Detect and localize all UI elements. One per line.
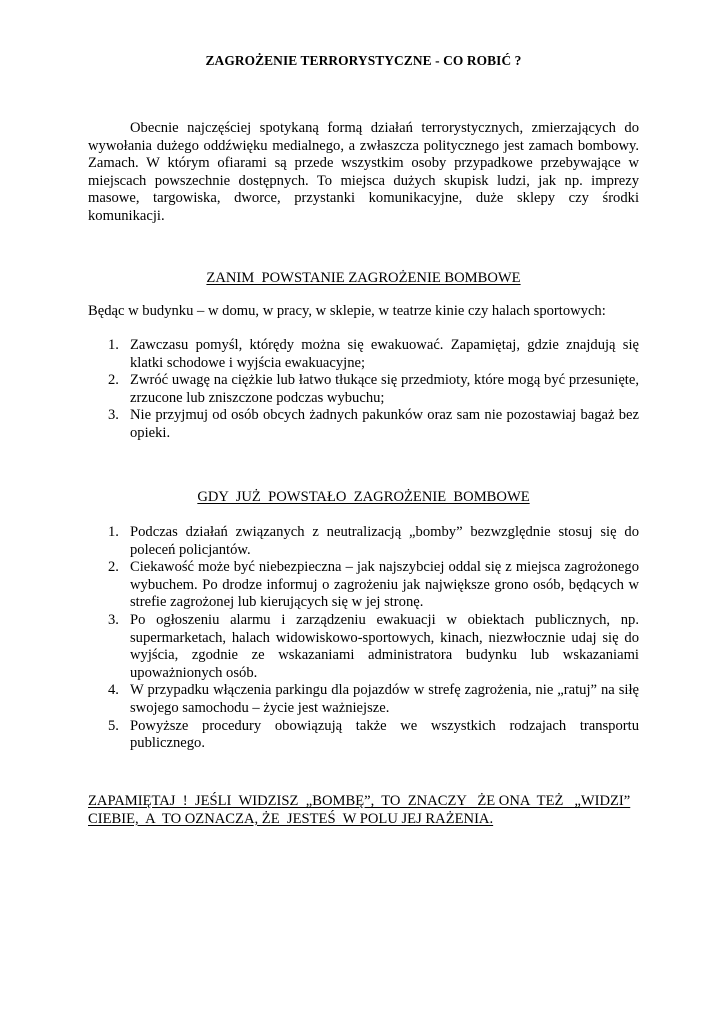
list-item-number: 3. — [108, 407, 119, 424]
list-item — [88, 559, 639, 612]
list-item-text: Po ogłoszeniu alarmu i zarządzeniu ewakuacji w obiektach publicznych, np. supermarketach, halach widowiskowo-sportowych, kinach, niezwłocznie udaj się do wyjścia, zgodnie ze wskazaniami administratora budynku lub wskazaniami upoważnionych osób. — [130, 611, 639, 681]
list-item-text: Zawczasu pomyśl, którędy można się ewakuować. Zapamiętaj, gdzie znajdują się klatki schodowe i wyjścia ewakuacyjne; — [130, 337, 639, 371]
list-item-number: 3. — [108, 611, 119, 628]
list-item-text: W przypadku włączenia parkingu dla pojazdów w strefę zagrożenia, nie „ratuj” na siłę swojego samochodu – życie jest ważniejsze. — [130, 682, 639, 716]
section-heading-threat-present: GDY JUŻ POWSTAŁO ZAGROŻENIE BOMBOWE — [197, 489, 530, 505]
list-item — [88, 612, 639, 682]
warning-line-1: ZAPAMIĘTAJ ! JEŚLI WIDZISZ „BOMBĘ”, TO ZNACZY ŻE ONA TEŻ „WIDZI” — [88, 793, 631, 809]
list-item-number: 1. — [108, 524, 119, 540]
list-item — [88, 718, 639, 753]
list-item — [88, 372, 639, 407]
warning-notice — [88, 793, 639, 828]
list-item-number: 4. — [108, 682, 119, 699]
before-threat-list — [88, 337, 639, 443]
list-item — [88, 682, 639, 717]
threat-present-list — [88, 524, 639, 753]
list-item-number: 1. — [108, 337, 119, 353]
list-item-text: Ciekawość może być niebezpieczna – jak najszybciej oddal się z miejsca zagrożonego wybuchem. Po drodze informuj o zagrożeniu jak największe grono osób, będących w strefie zagrożonej lub kierujących się w jej stronę. — [130, 559, 639, 611]
list-item-text: Powyższe procedury obowiązują także we wszystkich rodzajach transportu publicznego. — [130, 717, 639, 752]
list-item-number: 2. — [108, 372, 119, 389]
list-item-text: Podczas działań związanych z neutralizacją „bomby” bezwzględnie stosuj się do poleceń policjantów. — [130, 524, 639, 558]
warning-line-2: CIEBIE, A TO OZNACZA, ŻE JESTEŚ W POLU JEJ RAŻENIA. — [88, 810, 494, 827]
document-title: ZAGROŻENIE TERRORYSTYCZNE - CO ROBIĆ ? — [205, 53, 522, 68]
list-item-number: 2. — [108, 559, 119, 576]
list-item-text: Zwróć uwagę na ciężkie lub łatwo tłukące się przedmioty, które mogą być przesunięte, zrzucone lub zniszczone podczas wybuchu; — [130, 372, 639, 406]
section-heading-before-threat: ZANIM POWSTANIE ZAGROŻENIE BOMBOWE — [206, 270, 521, 286]
list-item-number: 5. — [108, 717, 119, 734]
list-item — [88, 337, 639, 372]
list-item — [88, 407, 639, 442]
intro-paragraph: Obecnie najczęściej spotykaną formą działań terrorystycznych, zmierzających do wywołania dużego oddźwięku medialnego, a zwłaszcza politycznego jest zamach bombowy. Zamach. W którym ofiarami są przede wszystkim osoby przypadkowe przebywające w miejscach powszechnie dostępnych. To miejsca dużych skupisk ludzi, jak np. imprezy masowe, targowiska, dworce, przystanki komunikacyjne, duże sklepy czy środki komunikacji. — [88, 120, 639, 224]
list-item — [88, 524, 639, 559]
list-item-text: Nie przyjmuj od osób obcych żadnych pakunków oraz sam nie pozostawiaj bagaż bez opieki. — [130, 407, 639, 441]
section-lead-text: Będąc w budynku – w domu, w pracy, w sklepie, w teatrze kinie czy halach sportowych: — [88, 303, 606, 319]
